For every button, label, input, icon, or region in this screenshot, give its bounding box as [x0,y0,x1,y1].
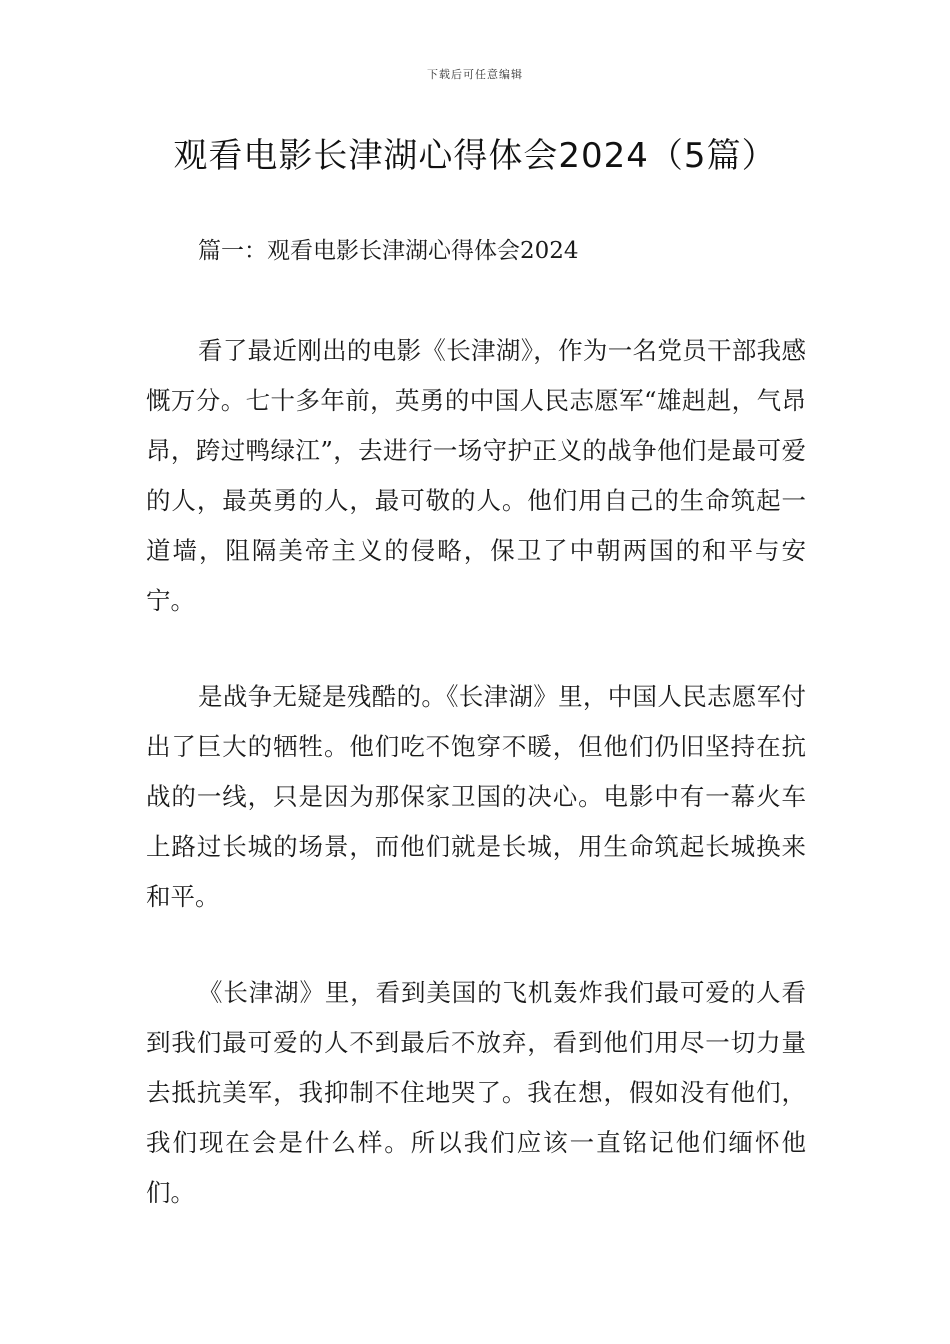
paragraph: 《长津湖》里，看到美国的飞机轰炸我们最可爱的人看到我们最可爱的人不到最后不放弃，看到他们用尽一切力量去抵抗美军，我抑制不住地哭了。我在想，假如没有他们，我们现在会是什么样。所以我们应该一直铭记他们缅怀他们。 [146,978,806,1207]
document-title: 观看电影长津湖心得体会2024（5篇） [173,136,777,176]
paragraph: 看了最近刚出的电影《长津湖》，作为一名党员干部我感慨万分。七十多年前，英勇的中国人民志愿军“雄赳赳，气昂昂，跨过鸭绿江”，去进行一场守护正义的战争他们是最可爱的人，最英勇的人，最可敬的人。他们用自己的生命筑起一道墙，阻隔美帝主义的侵略，保卫了中朝两国的和平与安宁。 [146,336,806,615]
paragraph-2-block [146,672,806,922]
header-note: 下载后可任意编辑 [427,68,523,81]
section-heading: 篇一：观看电影长津湖心得体会2024 [198,238,579,264]
paragraph-1-block [146,326,806,626]
paragraph: 是战争无疑是残酷的。《长津湖》里，中国人民志愿军付出了巨大的牺牲。他们吃不饱穿不暖，但他们仍旧坚持在抗战的一线，只是因为那保家卫国的决心。电影中有一幕火车上路过长城的场景，而他们就是长城，用生命筑起长城换来和平。 [146,682,806,911]
paragraph-3-block [146,968,806,1218]
